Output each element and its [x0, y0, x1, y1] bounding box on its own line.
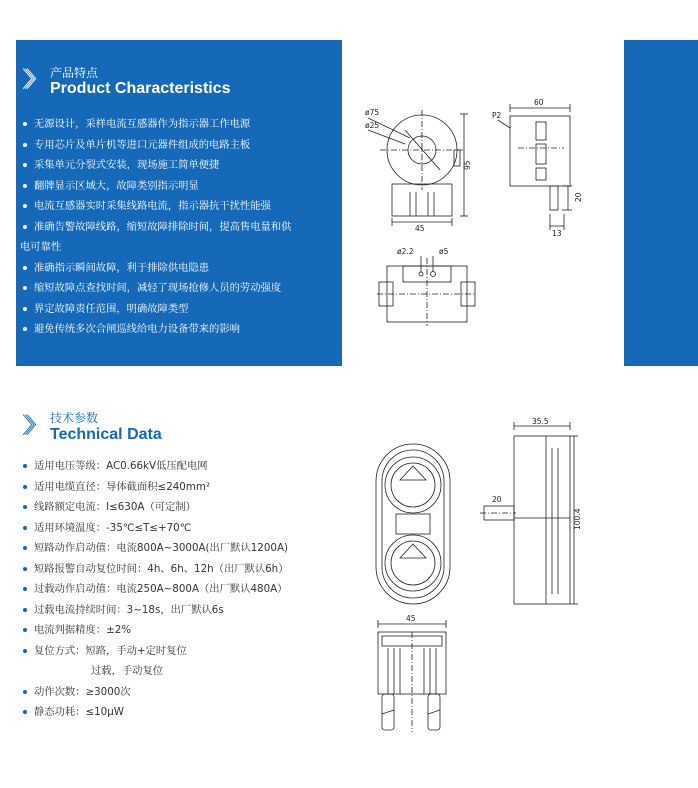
feature-item: 翻牌显示区域大，故障类别指示明显 [20, 176, 338, 197]
feature-item: 准确告警故障线路，缩短故障排除时间，提高售电量和供 [20, 217, 338, 238]
feature-item: 无源设计，采样电流互感器作为指示器工作电源 [20, 114, 338, 135]
technical-front-view-drawing [372, 440, 454, 610]
spec-item: 电流判据精度：±2% [20, 620, 350, 641]
technical-bottom-view-drawing [372, 614, 452, 738]
section1-title-zh: 产品特点 [50, 66, 99, 80]
spec-item: 过载动作启动值：电流250A~800A（出厂默认480A） [20, 579, 350, 600]
spec-item: 短路报警自动复位时间：4h、6h、12h（出厂默认6h） [20, 559, 350, 580]
spec-list [20, 456, 350, 723]
feature-item: 避免传统多次合闸巡线给电力设备带来的影响 [20, 319, 338, 340]
dim-width: 60 [534, 98, 544, 107]
feature-item-continuation: 电可靠性 [20, 241, 62, 253]
dim-dia-a: ø2.2 [397, 247, 414, 256]
feature-item: 缩短故障点查找时间，减轻了现场抢修人员的劳动强度 [20, 278, 338, 299]
feature-item: 专用芯片及单片机等进口元器件组成的电路主板 [20, 135, 338, 156]
spec-item-continuation: 过载，手动复位 [91, 665, 164, 677]
bottom-view-drawing [375, 244, 475, 329]
feature-item: 电流互感器实时采集线路电流，指示器抗干扰性能强 [20, 196, 338, 217]
section2-title-zh: 技术参数 [50, 411, 99, 425]
feature-item: 采集单元分裂式安装，现场施工简单便捷 [20, 155, 338, 176]
spec-item: 复位方式：短路，手动+定时复位 [20, 641, 350, 662]
dim-a: 20 [574, 192, 583, 202]
feature-item: 准确指示瞬间故障，利于排除供电隐患 [20, 258, 338, 279]
side-view-drawing [488, 98, 598, 238]
chevrons-icon: 〉〉〉 [22, 68, 40, 93]
section2-title-en: Technical Data [50, 426, 162, 443]
decorative-blue-strip [624, 40, 698, 366]
dim-dia-inner: ø25 [365, 121, 380, 130]
spec-item: 线路额定电流：I≤630A（可定制） [20, 497, 350, 518]
dim-width: 45 [406, 614, 416, 623]
spec-item: 过载电流持续时间：3~18s，出厂默认6s [20, 600, 350, 621]
spec-item: 适用电缆直径：导体截面积≤240mm² [20, 477, 350, 498]
front-view-drawing [360, 100, 480, 235]
spec-item: 短路动作启动值：电流800A~3000A(出厂默认1200A) [20, 538, 350, 559]
dim-b: 13 [552, 229, 562, 238]
feature-item: 界定故障责任范围，明确故障类型 [20, 299, 338, 320]
dim-width: 45 [415, 224, 425, 233]
technical-side-view-drawing [480, 418, 580, 608]
dim-width: 35.5 [532, 417, 549, 426]
dim-pin: 20 [492, 495, 502, 504]
spec-item: 动作次数：≥3000次 [20, 682, 350, 703]
spec-item: 适用电压等级：AC0.66kV低压配电网 [20, 456, 350, 477]
dim-height: 95 [463, 160, 472, 170]
feature-list [20, 114, 338, 340]
chevrons-icon: 〉〉〉 [22, 414, 40, 439]
spec-item: 静态功耗：≤10μW [20, 702, 350, 723]
dim-dia-outer: ø75 [365, 108, 380, 117]
section1-title-en: Product Characteristics [50, 80, 231, 97]
dim-dia-b: ø5 [439, 247, 449, 256]
spec-item: 适用环境温度：-35℃≤T≤+70℃ [20, 518, 350, 539]
label-p2: P2 [492, 111, 502, 120]
dim-height: 100.4 [573, 508, 582, 530]
